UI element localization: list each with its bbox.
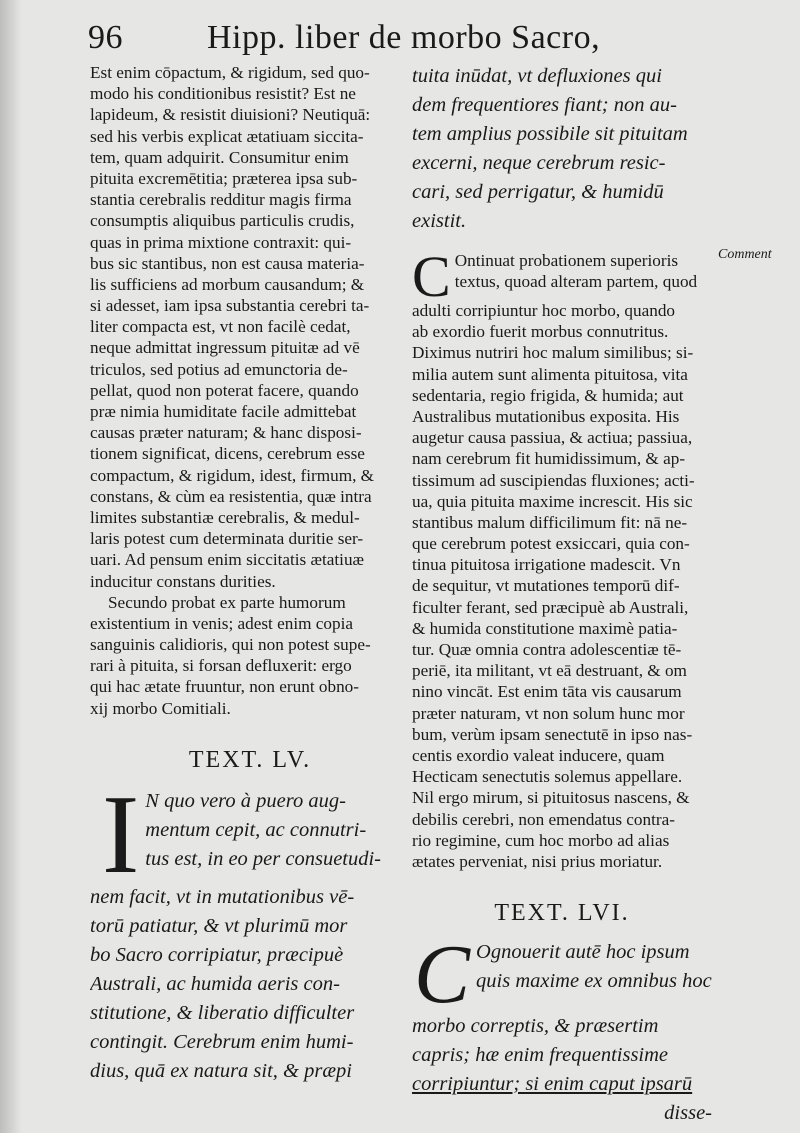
text-line: pituita excremētitia; præterea ipsa sub-	[90, 168, 358, 188]
text-line: laris potest cum determinata duritie ser-	[90, 529, 364, 549]
page-header	[88, 14, 648, 62]
page-number: 96	[88, 19, 123, 56]
text-line: constans, & cùm ea resistentia, quæ intra	[90, 486, 372, 506]
text-line: cari, sed perrigatur, & humidū	[412, 181, 664, 203]
dropcap-initial: C	[414, 928, 471, 1022]
spacer	[412, 872, 712, 898]
text-line: dem frequentiores fiant; non au-	[412, 94, 677, 116]
text-line: lapideum, & resistit diuisioni? Neutiquā:	[90, 105, 371, 125]
text-line: existit.	[412, 210, 467, 232]
text-line: milia autem sunt alimenta pituitosa, vita	[412, 364, 688, 384]
text-line: corripiuntur; si enim caput ipsarū	[412, 1073, 693, 1096]
text-line: tinua pituitosa irrigatione madescit. Vn	[412, 555, 681, 575]
text-line: de sequitur, vt mutationes temporū dif-	[412, 576, 680, 596]
section-heading-text-lvi: TEXT. LVI.	[494, 900, 630, 927]
text-line: stantibus malum difficilimum fit: nā ne-	[412, 512, 688, 532]
text-lv-continuation	[412, 62, 712, 236]
text-line: tur. Quæ omnia contra adolescentiæ tē-	[412, 640, 682, 659]
text-line: disse-	[664, 1102, 712, 1125]
text-line: præter naturam, vt non solum hunc mor	[412, 703, 685, 723]
text-line: mentum cepit, ac connutri-	[145, 818, 367, 841]
text-line: præ nimia humiditate facile admittebat	[90, 402, 357, 421]
text-line: sedentaria, regio frigida, & humida; aut	[412, 385, 684, 405]
commentary-paragraph-2	[90, 592, 410, 613]
margin-note-comment: Comment	[718, 247, 772, 262]
text-line: liter compacta est, vt non facilè cedat,	[90, 317, 351, 337]
text-line: sanguinis calidioris, qui non potest supe-	[90, 635, 371, 655]
text-line: textus, quoad alteram partem, quod	[454, 272, 698, 292]
text-line: N quo vero à puero aug-	[145, 789, 346, 812]
text-line: nino vincāt. Est enim tāta vis causarum	[412, 682, 682, 702]
text-line: debilis cerebri, non emendatus contra-	[412, 809, 675, 829]
text-line: contingit. Cerebrum enim humi-	[90, 1030, 354, 1053]
text-line: nem facit, vt in mutationibus vē-	[90, 885, 355, 908]
text-line: modo his conditionibus resistit? Est ne	[90, 84, 356, 104]
text-line: ua, quia pituita maxime increscit. His sic	[412, 491, 693, 511]
text-line: nam cerebrum fit humidissimum, & ap-	[412, 449, 686, 469]
text-lvi-block	[412, 928, 712, 1128]
text-line: sed his verbis explicat ætatiuam siccita-	[90, 126, 364, 146]
text-line: triculos, sed potius ad emunctoria de-	[90, 359, 348, 379]
text-line: limites substantiæ cerebralis, & medul-	[90, 507, 360, 527]
text-line: dius, quā ex natura sit, & præpi	[90, 1059, 352, 1082]
text-line: bus sic stantibus, non est causa materia-	[90, 253, 365, 273]
text-line: Diximus nutriri hoc malum similibus; si-	[412, 343, 694, 363]
right-column	[412, 62, 712, 1128]
text-line: tem, quam adquirit. Consumitur enim	[90, 147, 349, 167]
text-line: periē, ita militant, vt eā destruant, & om	[412, 661, 687, 681]
text-line: Australibus mutationibus exposita. His	[412, 406, 680, 426]
text-line: existentium in venis; adest enim copia	[90, 613, 354, 633]
text-line: capris; hæ enim frequentissime	[412, 1044, 669, 1067]
commentary-paragraph-1	[90, 62, 410, 592]
text-line: si adesset, iam ipsa substantia cerebri ta-	[90, 296, 370, 316]
text-line: Nil ergo mirum, si pituitosus nascens, &	[412, 788, 690, 808]
text-line: tus est, in eo per consuetudi-	[145, 847, 382, 870]
dropcap-initial: I	[102, 772, 140, 897]
text-line: inducitur constans durities.	[90, 571, 276, 591]
text-line: que cerebrum potest exsiccari, quia con-	[412, 534, 690, 554]
text-line: tionem significat, dicens, cerebrum esse	[90, 444, 365, 464]
commentary-block	[412, 244, 712, 872]
text-line: rio regimine, cum hoc morbo ad alias	[412, 830, 670, 850]
text-line: stantia cerebralis redditur magis firma	[90, 190, 352, 210]
text-line: morbo correptis, & præsertim	[412, 1015, 659, 1038]
section-heading-text-lv: TEXT. LV.	[188, 746, 312, 773]
text-line: neque admittat ingressum pituitæ ad vē	[90, 338, 360, 358]
text-line: Est enim cōpactum, & rigidum, sed quo-	[90, 63, 370, 82]
text-line: ætates perveniat, nisi prius moriatur.	[412, 851, 663, 871]
text-line: quis maxime ex omnibus hoc	[476, 970, 712, 993]
text-line: Australi, ac humida aeris con-	[90, 972, 340, 995]
text-line: bum, verùm ipsam senectutē in ipso nas-	[412, 724, 693, 744]
running-title: Hipp. liber de morbo Sacro,	[207, 19, 601, 56]
text-line: tem amplius possibile sit pituitam	[412, 123, 688, 145]
text-line: uari. Ad pensum enim siccitatis ætatiuæ	[90, 550, 365, 570]
spacer	[90, 719, 410, 745]
text-line: torū patiatur, & vt plurimū mor	[90, 914, 348, 937]
text-line: & humida constitutione maximè patia-	[412, 618, 678, 638]
text-line: consumptis aliquibus particulis crudis,	[90, 211, 355, 231]
text-line: tuita inūdat, vt defluxiones qui	[412, 65, 662, 87]
text-line: ab exordio fuerit morbus connutritus.	[412, 322, 669, 342]
left-column	[90, 62, 410, 1086]
text-line: Secundo probat ex parte humorum	[108, 592, 346, 612]
text-line: ficulter ferant, sed præcipuè ab Australi,	[412, 597, 689, 617]
dropcap-initial: C	[412, 244, 451, 309]
text-line: tissimum ad suscipiendas fluxiones; acti-	[412, 470, 695, 490]
text-line: Ontinuat probationem superioris	[454, 251, 679, 270]
text-line: compactum, & rigidum, idest, firmum, &	[90, 465, 375, 485]
text-line: centis exordio valeat inducere, quam	[412, 745, 665, 765]
text-lv-block	[90, 772, 410, 1086]
text-line: Hecticam senectutis solemus appellare.	[412, 767, 683, 787]
text-line: augetur causa passiua, & actiua; passiua,	[412, 428, 693, 448]
text-line: bo Sacro corripiatur, præcipuè	[90, 943, 344, 966]
text-line: excerni, neque cerebrum resic-	[412, 152, 666, 174]
text-line: adulti corripiuntur hoc morbo, quando	[412, 301, 676, 320]
text-line: rari à pituita, si forsan defluxerit: ergo	[90, 656, 352, 676]
text-line: pellat, quod non poterat facere, quando	[90, 380, 359, 400]
text-line: xij morbo Comitiali.	[90, 698, 231, 718]
text-line: stitutione, & liberatio difficulter	[90, 1001, 355, 1024]
spacer	[412, 236, 712, 250]
commentary-paragraph-2-body	[90, 613, 410, 719]
text-line: qui hac ætate fruuntur, non erunt obno-	[90, 677, 359, 697]
text-line: lis sufficiens ad morbum causandum; &	[90, 274, 365, 294]
text-line: Ognouerit autē hoc ipsum	[476, 941, 690, 964]
text-line: causas præter naturam; & hanc disposi-	[90, 423, 362, 443]
text-line: quas in prima mixtione contraxit: qui-	[90, 232, 352, 252]
